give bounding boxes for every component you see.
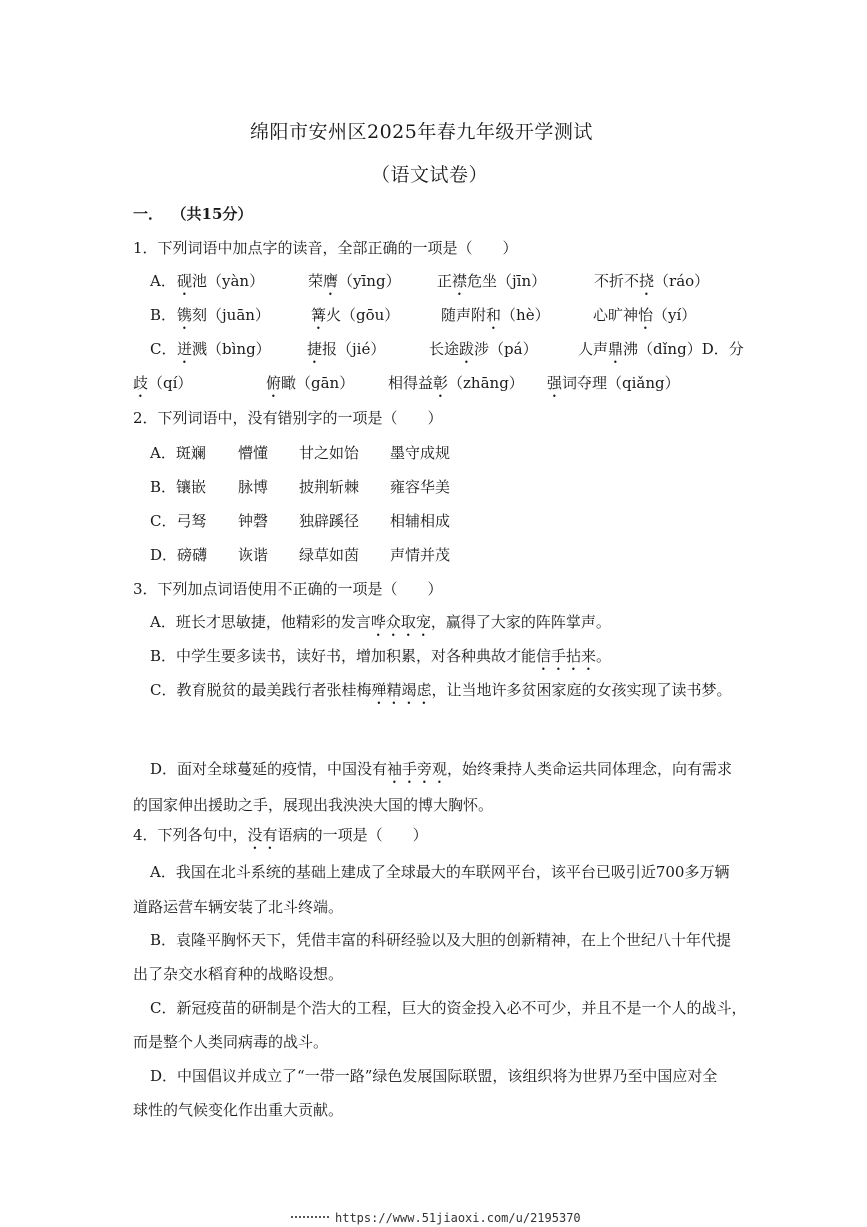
q1-option-a	[150, 270, 176, 291]
q1-c-item: 迸溅（bìng）	[177, 340, 271, 358]
q2-row-d-word: 绿草如茵	[299, 546, 360, 564]
q4-option-c: C．新冠疫苗的研制是个浩大的工程，巨大的资金投入必不可少，并且不是一个人的战斗，	[150, 999, 747, 1017]
section-number: 一．	[133, 205, 164, 223]
q2-row-d-word: 诙谐	[238, 546, 269, 564]
q4-option-d-cont: 球性的气候变化作出重大贡献。	[133, 1101, 344, 1119]
q1-a-item: 不折不挠（ráo）	[594, 272, 710, 290]
q3-option-d-cont: 的国家伸出援助之手，展现出我泱泱大国的博大胸怀。	[133, 796, 494, 814]
q2-row-a-word: 墨守成规	[390, 444, 451, 462]
q2-row-a-word: 懵懂	[238, 444, 269, 462]
q2-stem: 2．下列词语中，没有错别字的一项是（ ）	[133, 409, 443, 427]
q1-d-item: 俯瞰（gān）	[266, 374, 355, 392]
q1-b-item: 心旷神怡（yí）	[593, 306, 697, 324]
page-subtitle: （语文试卷）	[371, 164, 489, 186]
q1-option-b-label: B．	[150, 306, 177, 324]
q1-b-item: 镌刻（juān）	[177, 306, 270, 324]
q1-d-item: 歧（qí）	[133, 374, 193, 392]
q3-option-d: D．面对全球蔓延的疫情，中国没有袖手旁观，始终秉持人类命运共同体理念，向有需求	[150, 760, 733, 778]
q2-row-d-label: D．磅礴	[150, 546, 208, 564]
q2-row-a-word: 甘之如饴	[299, 444, 360, 462]
q1-a-item: 荣膺（yīng）	[308, 272, 401, 290]
q2-row-b-word: 脉博	[238, 478, 269, 496]
section-heading	[133, 203, 252, 224]
q1-a-item: 正襟危坐（jīn）	[437, 272, 547, 290]
q4-option-d: D．中国倡议并成立了“一带一路”绿色发展国际联盟，该组织将为世界乃至中国应对全	[150, 1067, 718, 1085]
q1-a-item: 砚池（yàn）	[177, 272, 265, 290]
q2-row-c-word: 钟磬	[238, 512, 269, 530]
q1-option-c-label: C．	[150, 340, 177, 358]
q1-c-item: 长途跋涉（pá）	[429, 340, 538, 358]
q1-option-c	[150, 338, 176, 359]
q4-option-b: B．袁隆平胸怀天下，凭借丰富的科研经验以及大胆的创新精神，在上个世纪八十年代提	[150, 931, 732, 949]
q3-option-a: A．班长才思敏捷，他精彩的发言哗众取宠，赢得了大家的阵阵掌声。	[150, 613, 611, 631]
q1-option-d-label: D．分	[701, 340, 744, 358]
q1-b-item: 篝火（gōu）	[311, 306, 400, 324]
footer-url-text: https://www.51jiaoxi.com/u/2195370	[335, 1211, 581, 1225]
q2-row-b-label: B．镶嵌	[150, 478, 207, 496]
q3-option-c: C．教育脱贫的最美践行者张桂梅殚精竭虑，让当地许多贫困家庭的女孩实现了读书梦。	[150, 681, 732, 699]
q4-option-c-cont: 而是整个人类同病毒的战斗。	[133, 1033, 329, 1051]
q4-option-b-cont: 出了杂交水稻育种的战略设想。	[133, 965, 344, 983]
q4-option-a-cont: 道路运营车辆安装了北斗终端。	[133, 898, 344, 916]
q2-row-a-label: A．斑斓	[150, 444, 206, 462]
q4-stem: 4．下列各句中，没有语病的一项是（ ）	[133, 826, 428, 844]
q1-b-item: 随声附和（hè）	[441, 306, 550, 324]
page-title: 绵阳市安州区2025年春九年级开学测试	[250, 121, 593, 143]
q2-row-c-label: C．弓驽	[150, 512, 207, 530]
q1-d-item: 强词夺理（qiǎng）	[547, 374, 680, 392]
section-score: （共15分）	[179, 205, 253, 223]
footer-url	[291, 1211, 581, 1225]
q1-c-item: 捷报（jié）	[307, 340, 386, 358]
q3-stem: 3．下列加点词语使用不正确的一项是（ ）	[133, 580, 443, 598]
q2-row-c-word: 相辅相成	[390, 512, 451, 530]
q2-row-c-word: 独辟蹊径	[299, 512, 360, 530]
q2-row-b-word: 雍容华美	[390, 478, 451, 496]
q1-option-a-label: A．	[150, 272, 176, 290]
q1-d-item: 相得益彰（zhāng）	[388, 374, 524, 392]
q2-row-b-word: 披荆斩棘	[299, 478, 360, 496]
q1-stem: 1．下列词语中加点字的读音，全部正确的一项是（ ）	[133, 239, 518, 257]
q4-option-a: A．我国在北斗系统的基础上建成了全球最大的车联网平台，该平台已吸引近700多万辆	[150, 863, 730, 881]
footer-mark	[291, 1216, 329, 1222]
q2-row-d-word: 声情并茂	[390, 546, 451, 564]
q1-c-item: 人声鼎沸（dǐng）D．分	[578, 340, 744, 358]
q1-option-b	[150, 304, 176, 325]
q3-option-b: B．中学生要多读书，读好书，增加积累，对各种典故才能信手拈来。	[150, 647, 612, 665]
